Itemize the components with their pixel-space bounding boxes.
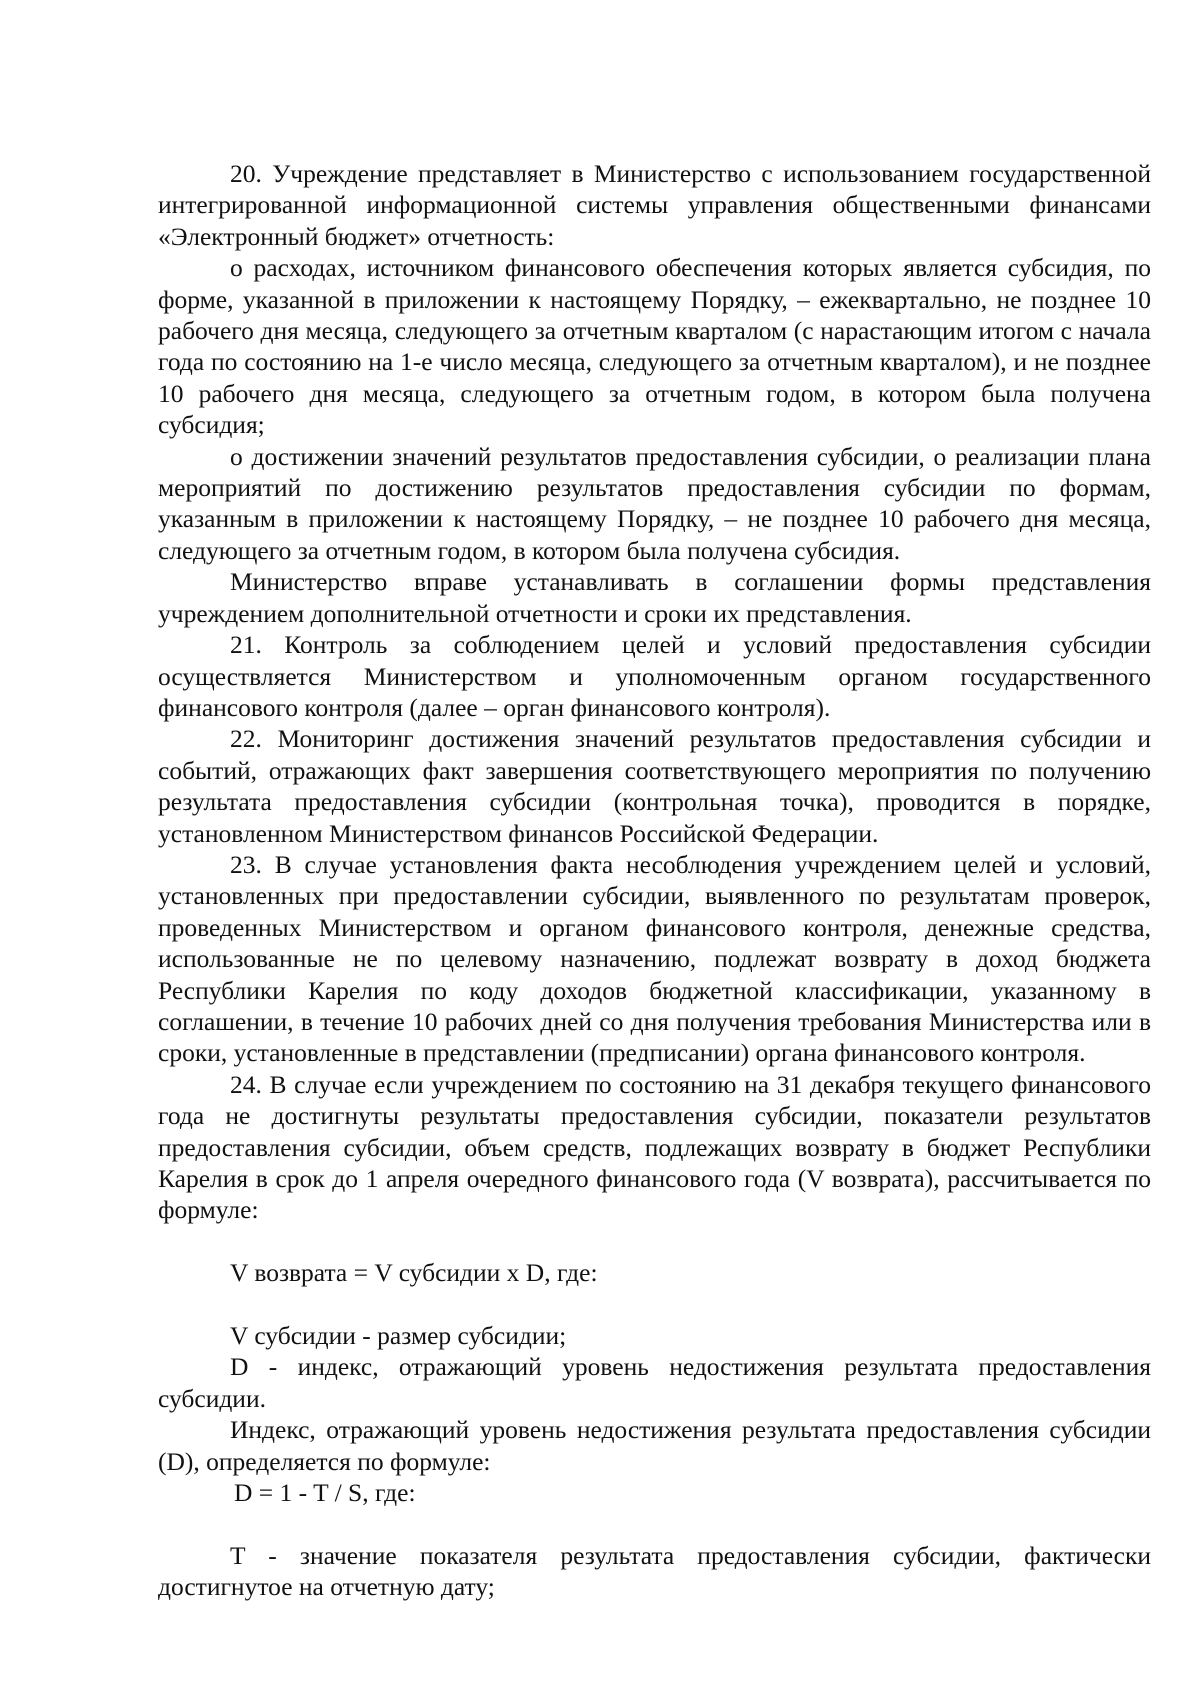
paragraph-23: 23. В случае установления факта несоблюдения учреждением целей и условий, установленных при предоставлении субсидии, выявленного по результатам проверок, проведенных Министерством и органом финансового контроля, денежные средства, использованные не по целевому назначению, подлежат возврату в доход бюджета Республики Карелия по коду доходов бюджетной классификации, указанному в соглашении, в течение 10 рабочих дней со дня получения требования Министерства или в сроки, установленные в представлении (предписании) органа финансового контроля. <box>158 849 1151 1068</box>
paragraph-20-results-report: о достижении значений результатов предоставления субсидии, о реализации плана мероприятий по достижению результатов предоставления субсидии по формам, указанным в приложении к настоящему Порядку, – не позднее 10 рабочего дня месяца, следующего за отчетным годом, в котором была получена субсидия. <box>158 441 1151 565</box>
document-page <box>158 158 1151 1603</box>
spacer <box>158 1226 1151 1257</box>
spacer <box>158 1289 1151 1320</box>
definition-d-index: D - индекс, отражающий уровень недостижения результата предоставления субсидии. <box>158 1352 1151 1413</box>
paragraph-20-expenses-report: о расходах, источником финансового обеспечения которых является субсидия, по форме, указанной в приложении к настоящему Порядку, – ежеквартально, не позднее 10 рабочего дня месяца, следующего за отчетным кварталом (с нарастающим итогом с начала года по состоянию на 1-е число месяца, следующего за отчетным кварталом), и не позднее 10 рабочего дня месяца, следующего за отчетным годом, в котором была получена субсидия; <box>158 253 1151 440</box>
paragraph-index-intro: Индекс, отражающий уровень недостижения результата предоставления субсидии (D), определяется по формуле: <box>158 1415 1151 1476</box>
spacer <box>158 1508 1151 1539</box>
paragraph-22: 22. Мониторинг достижения значений результатов предоставления субсидии и событий, отражающих факт завершения соответствующего мероприятия по получению результата предоставления субсидии (контрольная точка), проводится в порядке, установленном Министерством финансов Российской Федерации. <box>158 724 1151 848</box>
formula-d-index: D = 1 - T / S, где: <box>234 1478 416 1508</box>
paragraph-20: 20. Учреждение представляет в Министерство с использованием государственной интегрированной информационной системы управления общественными финансами «Электронный бюджет» отчетность: <box>158 159 1151 251</box>
paragraph-24: 24. В случае если учреждением по состоянию на 31 декабря текущего финансового года не достигнуты результаты предоставления субсидии, показатели результатов предоставления субсидии, объем средств, подлежащих возврату в бюджет Республики Карелия в срок до 1 апреля очередного финансового года (V возврата), рассчитывается по формуле: <box>158 1069 1151 1225</box>
formula-v-return: V возврата = V субсидии x D, где: <box>230 1258 598 1288</box>
definition-v-subsidy: V субсидии - размер субсидии; <box>230 1321 567 1350</box>
paragraph-21: 21. Контроль за соблюдением целей и условий предоставления субсидии осуществляется Министерством и уполномоченным органом государственного финансового контроля (далее – орган финансового контроля). <box>158 630 1151 722</box>
paragraph-20-additional-reporting: Министерство вправе устанавливать в соглашении формы представления учреждением дополнительной отчетности и сроки их представления. <box>158 567 1151 628</box>
definition-t-value: T - значение показателя результата предоставления субсидии, фактически достигнутое на отчетную дату; <box>158 1540 1151 1602</box>
